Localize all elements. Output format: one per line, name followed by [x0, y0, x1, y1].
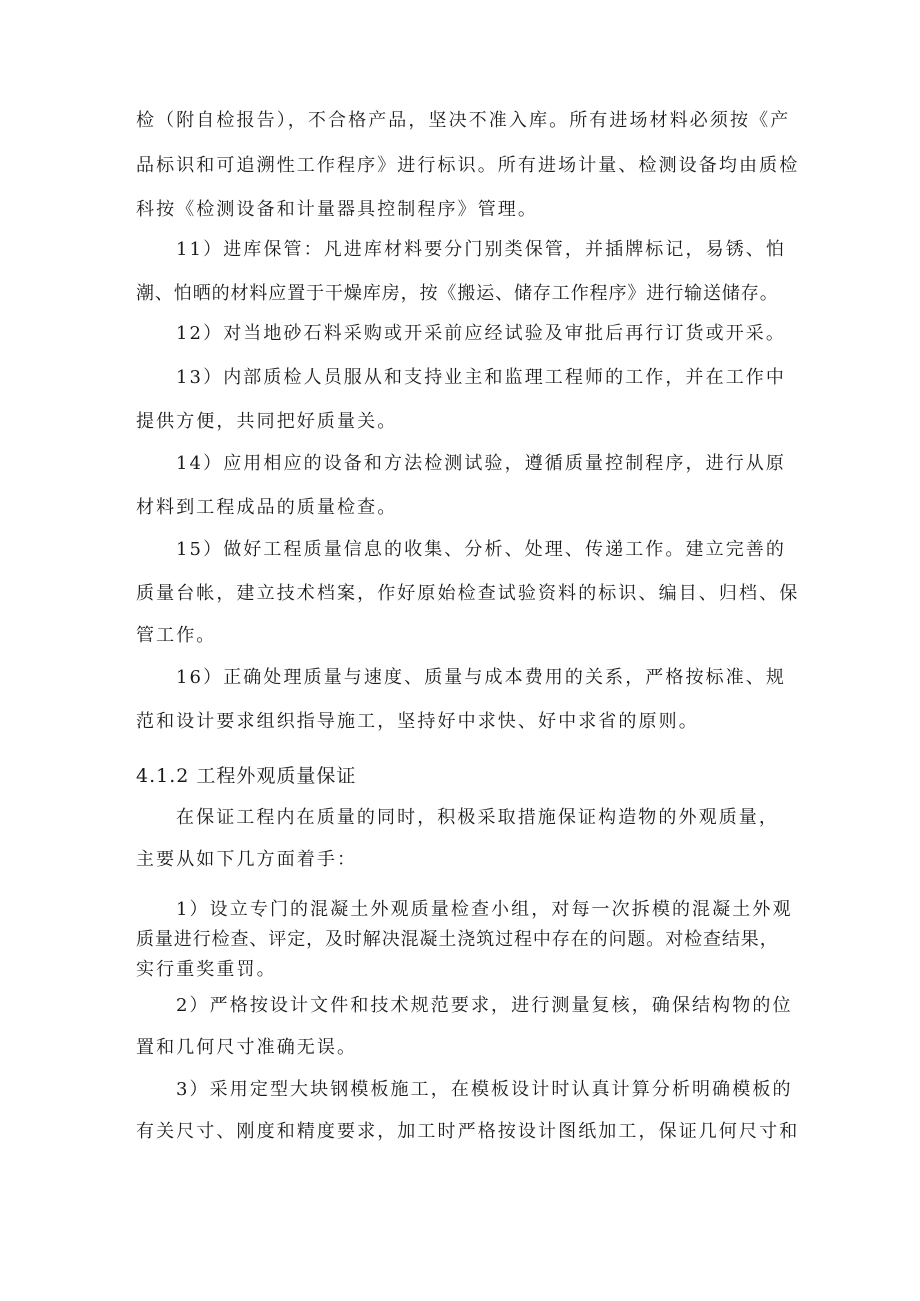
text-line: 科按《检测设备和计量器具控制程序》管理。 — [136, 199, 538, 220]
text-line: 实行重奖重罚。 — [136, 959, 277, 980]
text-line: 12）对当地砂石料采购或开采前应经试验及审批后再行订货或开采。 — [176, 323, 787, 344]
text-line: 13）内部质检人员服从和支持业主和监理工程师的工作，并在工作中 — [176, 367, 787, 388]
text-line: 管工作。 — [136, 625, 217, 646]
text-line: 质量台帐，建立技术档案，作好原始检查试验资料的标识、编目、归档、保 — [136, 583, 800, 604]
text-line: 质量进行检查、评定，及时解决混凝土浇筑过程中存在的问题。对检查结果， — [136, 929, 779, 950]
text-line: 16）正确处理质量与速度、质量与成本费用的关系，严格按标准、规 — [176, 667, 787, 688]
text-line: 提供方便，共同把好质量关。 — [136, 411, 398, 432]
text-line: 14）应用相应的设备和方法检测试验，遵循质量控制程序，进行从原 — [176, 453, 787, 474]
text-line: 潮、怕晒的材料应置于干燥库房，按《搬运、储存工作程序》进行输送储存。 — [136, 283, 779, 304]
text-line: 15）做好工程质量信息的收集、分析、处理、传递工作。建立完善的 — [176, 539, 787, 560]
text-line: 置和几何尺寸准确无误。 — [136, 1037, 358, 1058]
text-line: 主要从如下几方面着手： — [136, 849, 358, 870]
text-line: 品标识和可追溯性工作程序》进行标识。所有进场计量、检测设备均由质检 — [136, 155, 800, 176]
text-line: 3）采用定型大块钢模板施工，在模板设计时认真计算分析明确模板的 — [176, 1079, 793, 1100]
text-line: 范和设计要求组织指导施工，坚持好中求快、好中求省的原则。 — [136, 711, 699, 732]
text-line: 在保证工程内在质量的同时，积极采取措施保证构造物的外观质量， — [176, 807, 779, 828]
text-line: 有关尺寸、刚度和精度要求，加工时严格按设计图纸加工，保证几何尺寸和 — [136, 1121, 800, 1142]
text-line: 检（附自检报告），不合格产品，坚决不准入库。所有进场材料必须按《产 — [136, 110, 791, 131]
text-line: 11）进库保管：凡进库材料要分门别类保管，并插牌标记，易锈、怕 — [176, 239, 787, 260]
text-line: 2）严格按设计文件和技术规范要求，进行测量复核，确保结构物的位 — [176, 995, 793, 1016]
text-line: 1）设立专门的混凝土外观质量检查小组，对每一次拆模的混凝土外观 — [176, 899, 793, 920]
section-heading: 4.1.2 工程外观质量保证 — [136, 765, 357, 787]
text-line: 材料到工程成品的质量检查。 — [136, 497, 398, 518]
